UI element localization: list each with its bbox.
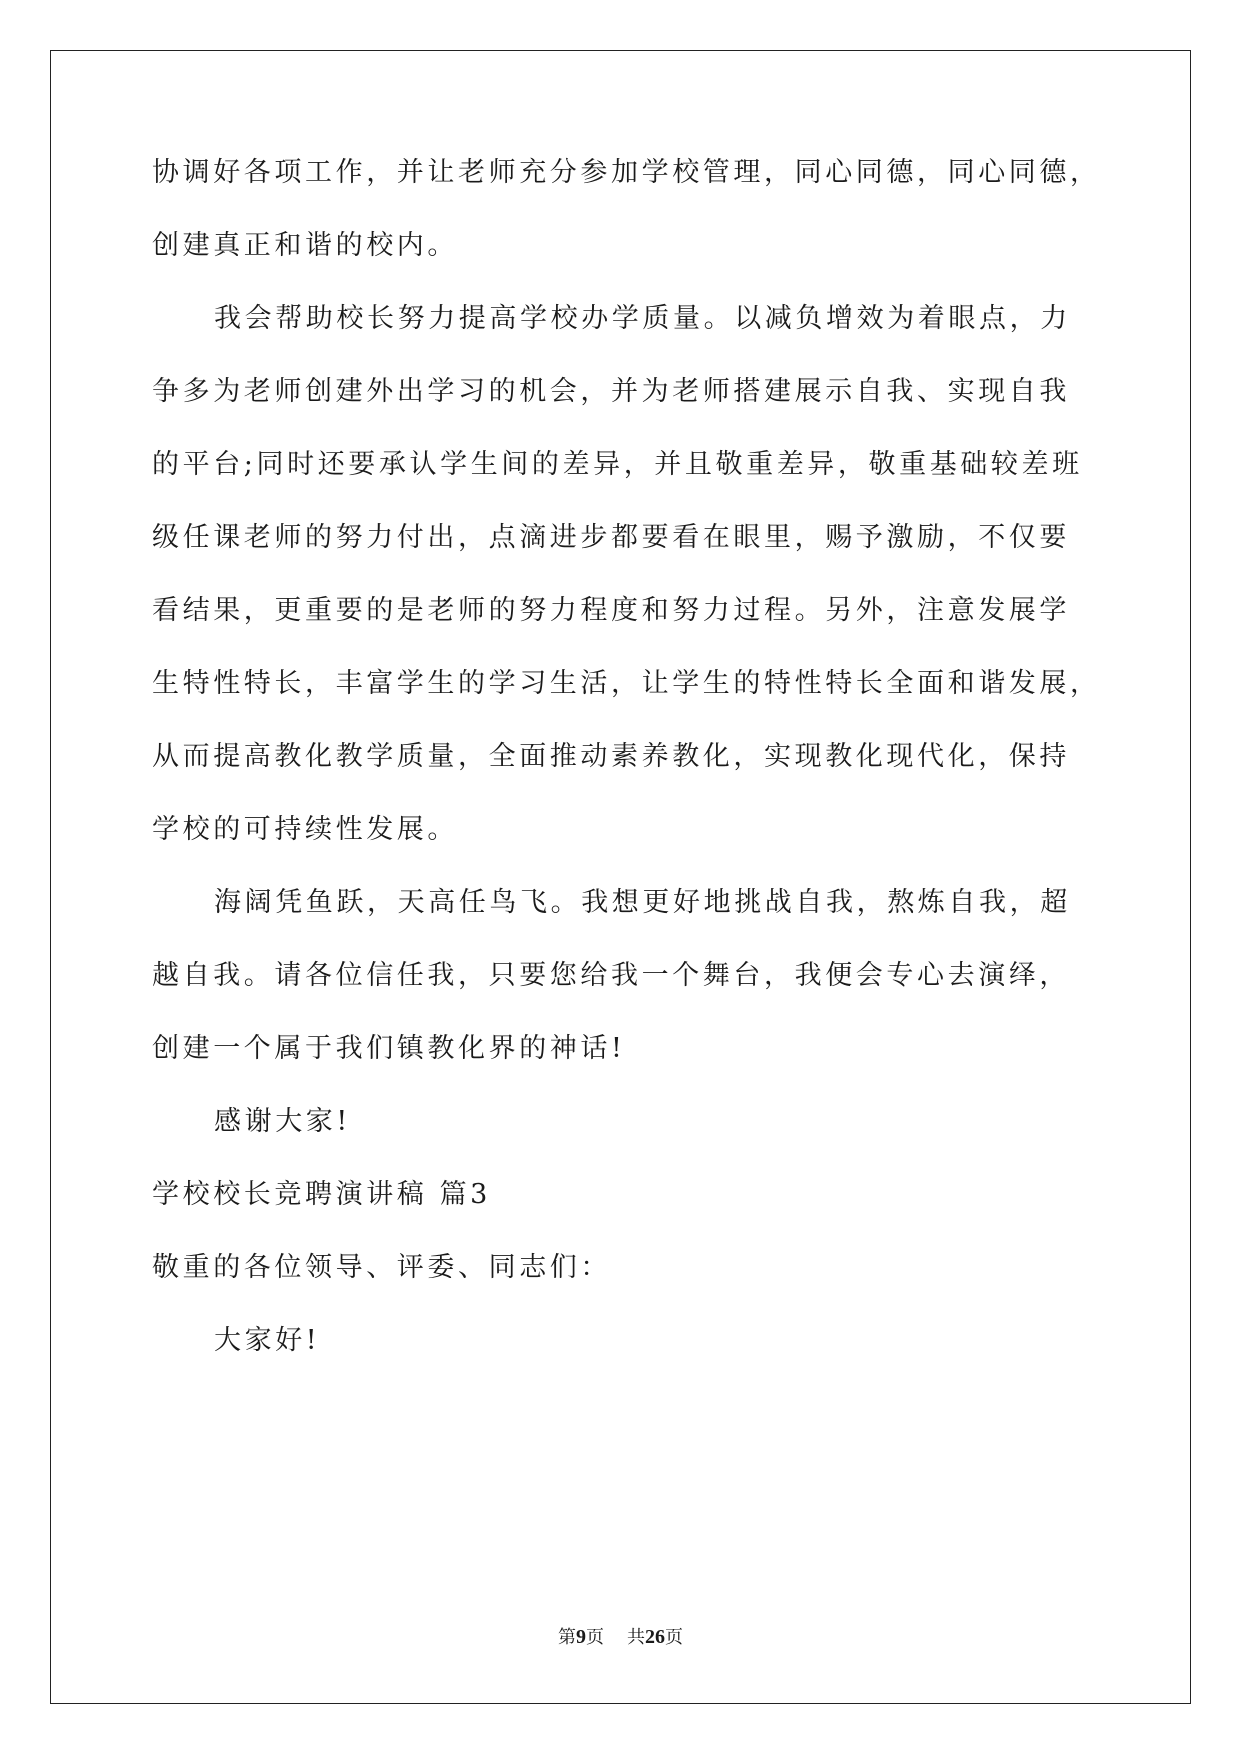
body-line-12: 越自我。请各位信任我，只要您给我一个舞台，我便会专心去演绎，	[152, 960, 1070, 991]
page-footer	[0, 1623, 1241, 1649]
greeting: 大家好!	[214, 1325, 321, 1356]
body-line-1: 协调好各项工作，并让老师充分参加学校管理，同心同德，同心同德，	[152, 157, 1101, 188]
body-line-6: 级任课老师的努力付出，点滴进步都要看在眼里，赐予激励，不仅要	[152, 522, 1070, 553]
body-line-13: 创建一个属于我们镇教化界的神话!	[152, 1033, 626, 1064]
section-title: 学校校长竞聘演讲稿 篇3	[152, 1179, 491, 1210]
total-pages: 26	[644, 1626, 665, 1648]
body-line-3: 我会帮助校长努力提高学校办学质量。以减负增效为着眼点，力	[214, 303, 1071, 334]
body-line-8: 生特性特长，丰富学生的学习生活，让学生的特性特长全面和谐发展，	[152, 668, 1101, 699]
page-number: 9	[576, 1626, 587, 1648]
body-line-14: 感谢大家!	[214, 1106, 351, 1137]
salutation: 敬重的各位领导、评委、同志们：	[152, 1252, 611, 1283]
body-line-11: 海阔凭鱼跃，天高任鸟飞。我想更好地挑战自我，熬炼自我，超	[214, 887, 1071, 918]
body-line-9: 从而提高教化教学质量，全面推动素养教化，实现教化现代化，保持	[152, 741, 1070, 772]
page-suffix: 页	[586, 1627, 605, 1648]
body-line-4: 争多为老师创建外出学习的机会，并为老师搭建展示自我、实现自我	[152, 376, 1070, 407]
page-frame	[50, 50, 1191, 1704]
total-prefix: 共	[626, 1627, 645, 1648]
body-line-10: 学校的可持续性发展。	[152, 814, 458, 845]
body-line-7: 看结果，更重要的是老师的努力程度和努力过程。另外，注意发展学	[152, 595, 1070, 626]
page-prefix: 第	[558, 1627, 577, 1648]
total-suffix: 页	[664, 1627, 683, 1648]
body-line-2: 创建真正和谐的校内。	[152, 230, 458, 261]
body-line-5: 的平台;同时还要承认学生间的差异，并且敬重差异，敬重基础较差班	[152, 449, 1083, 480]
